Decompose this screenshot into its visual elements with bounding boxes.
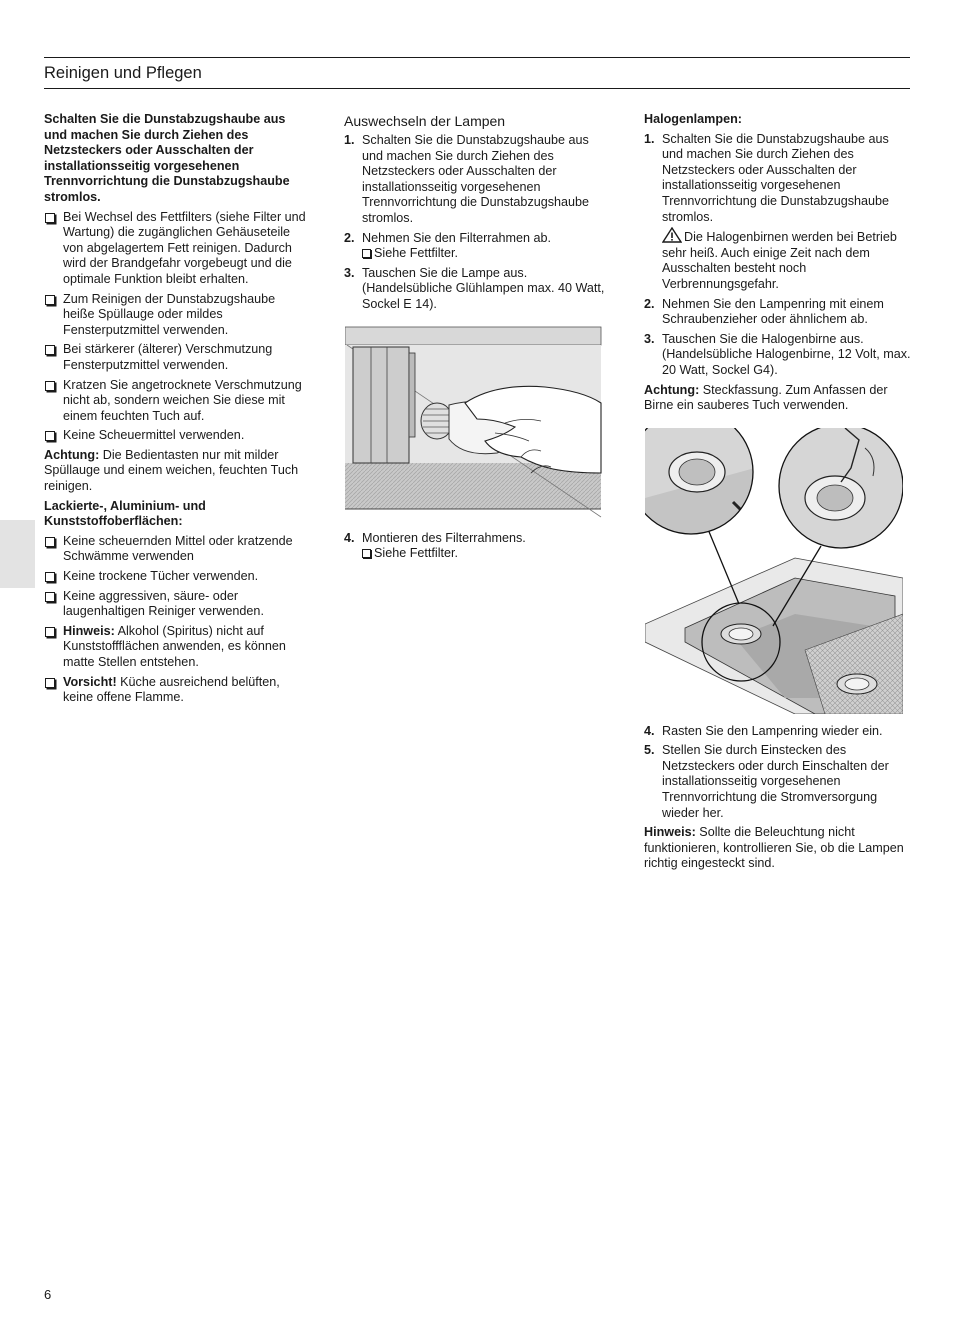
halogen-lamp-illustration xyxy=(645,428,903,714)
checkbox-bullet-icon xyxy=(45,295,55,305)
list-item: Bei stärkerer (älterer) Verschmutzung Fensterputzmittel verwenden. xyxy=(44,342,308,373)
step-2: 2. Nehmen Sie den Filterrahmen ab. Siehe Fettfilter. xyxy=(344,230,552,261)
vorsicht-item: Vorsicht! Küche ausreichend belüften, keine offene Flamme. xyxy=(44,675,308,706)
checkbox-bullet-icon xyxy=(45,431,55,441)
halogen-heading: Halogenlampen: xyxy=(644,112,742,126)
header-rule-top xyxy=(44,57,910,58)
step-3: 3. Tauschen Sie die Halogenbirne aus. (Handelsübliche Halogenbirne, 12 Volt, max. 20 Watt, Sockel G4). xyxy=(644,331,911,377)
checkbox-bullet-icon xyxy=(45,381,55,391)
chapter-tab-marker xyxy=(0,520,35,588)
checkbox-bullet-icon xyxy=(45,345,55,355)
checkbox-bullet-icon xyxy=(45,627,55,637)
page-number: 6 xyxy=(44,1287,52,1302)
header-rule-bottom xyxy=(44,88,910,89)
step-1: 1. Schalten Sie die Dunstabzugshaube aus und machen Sie durch Ziehen des Netzsteckers oder Ausschalten der installationsseitig vorgesehenen Trennvorrichtung die Dunstabzugshaube stromlos. xyxy=(644,131,890,224)
list-item: Keine scheuernden Mittel oder kratzende Schwämme verwenden xyxy=(44,534,308,565)
list-item: Kratzen Sie angetrocknete Verschmutzung nicht ab, sondern weichen Sie diese mit einem feuchten Tuch auf. xyxy=(44,378,308,425)
checkbox-bullet-icon xyxy=(362,249,371,258)
step-4: 4. Montieren des Filterrahmens. Siehe Fettfilter. xyxy=(344,530,526,561)
checkbox-bullet-icon xyxy=(45,537,55,547)
achtung-note: Achtung: Steckfassung. Zum Anfassen der Birne ein sauberes Tuch verwenden. xyxy=(644,382,888,413)
checkbox-bullet-icon xyxy=(362,549,371,558)
list-item: Keine Scheuermittel verwenden. xyxy=(44,428,308,444)
bulb-replacement-illustration xyxy=(345,323,603,519)
step-1: 1. Schalten Sie die Dunstabzugshaube aus und machen Sie durch Ziehen des Netzsteckers oder Ausschalten der installationsseitig vorgesehenen Trennvorrichtung die Dunstabzugshaube stromlos. xyxy=(344,133,590,225)
step-5: 5. Stellen Sie durch Einstecken des Netzsteckers oder durch Einschalten der installationsseitig vorgesehenen Trennvorrichtung die Stromversorgung wieder her. xyxy=(644,743,889,820)
list-item: Keine aggressiven, säure- oder laugenhaltigen Reiniger verwenden. xyxy=(44,589,308,620)
hinweis-note: Hinweis: Sollte die Beleuchtung nicht funktionieren, kontrollieren Sie, ob die Lampen richtig eingesteckt sind. xyxy=(644,825,904,871)
lamp-heading: Auswechseln der Lampen xyxy=(344,113,506,129)
surfaces-subheading: Lackierte-, Aluminium- und Kunststoffoberflächen: xyxy=(44,498,206,529)
checkbox-bullet-icon xyxy=(45,678,55,688)
step-2: 2. Nehmen Sie den Lampenring mit einem Schraubenzieher oder ähnlichem ab. xyxy=(644,296,884,327)
hinweis-item: Hinweis: Alkohol (Spiritus) nicht auf Kunststoffflächen anwenden, es können matte Stellen entstehen. xyxy=(44,624,308,671)
achtung-note: Achtung: Die Bedientasten nur mit milder Spüllauge und einem weichen, feuchten Tuch reinigen. xyxy=(44,447,299,494)
step-3: 3. Tauschen Sie die Lampe aus. (Handelsübliche Glühlampen max. 40 Watt, Sockel E 14). xyxy=(344,265,605,311)
column-lamp-replacement xyxy=(344,112,612,566)
list-item: Bei Wechsel des Fettfilters (siehe Filter und Wartung) die zugänglichen Gehäuseteile von abgelagertem Fett reinigen. Dadurch wird der Brandgefahr vorgebeugt und die optimale Funktion bleibt erhalten. xyxy=(44,210,308,288)
checkbox-bullet-icon xyxy=(45,572,55,582)
warning-triangle-icon xyxy=(662,227,682,243)
warning-note: Die Halogenbirnen werden bei Betrieb sehr heiß. Auch einige Zeit nach dem Ausschalten besteht noch Verbrennungsgefahr. xyxy=(644,227,912,292)
list-item: Zum Reinigen der Dunstabzugshaube heiße Spüllauge oder mildes Fensterputzmittel verwenden. xyxy=(44,292,308,339)
checkbox-bullet-icon xyxy=(45,592,55,602)
list-item: Keine trockene Tücher verwenden. xyxy=(44,569,308,585)
step-4: 4. Rasten Sie den Lampenring wieder ein. xyxy=(644,723,883,738)
intro-paragraph: Schalten Sie die Dunstabzugshaube aus und machen Sie durch Ziehen des Netzsteckers oder Ausschalten der installationsseitig vorgesehenen Trennvorrichtung die Dunstabzugshaube stromlos. xyxy=(44,112,290,204)
column-cleaning xyxy=(44,112,308,710)
checkbox-bullet-icon xyxy=(45,213,55,223)
page-title: Reinigen und Pflegen xyxy=(44,64,202,82)
column-halogen-lamps xyxy=(644,112,912,876)
